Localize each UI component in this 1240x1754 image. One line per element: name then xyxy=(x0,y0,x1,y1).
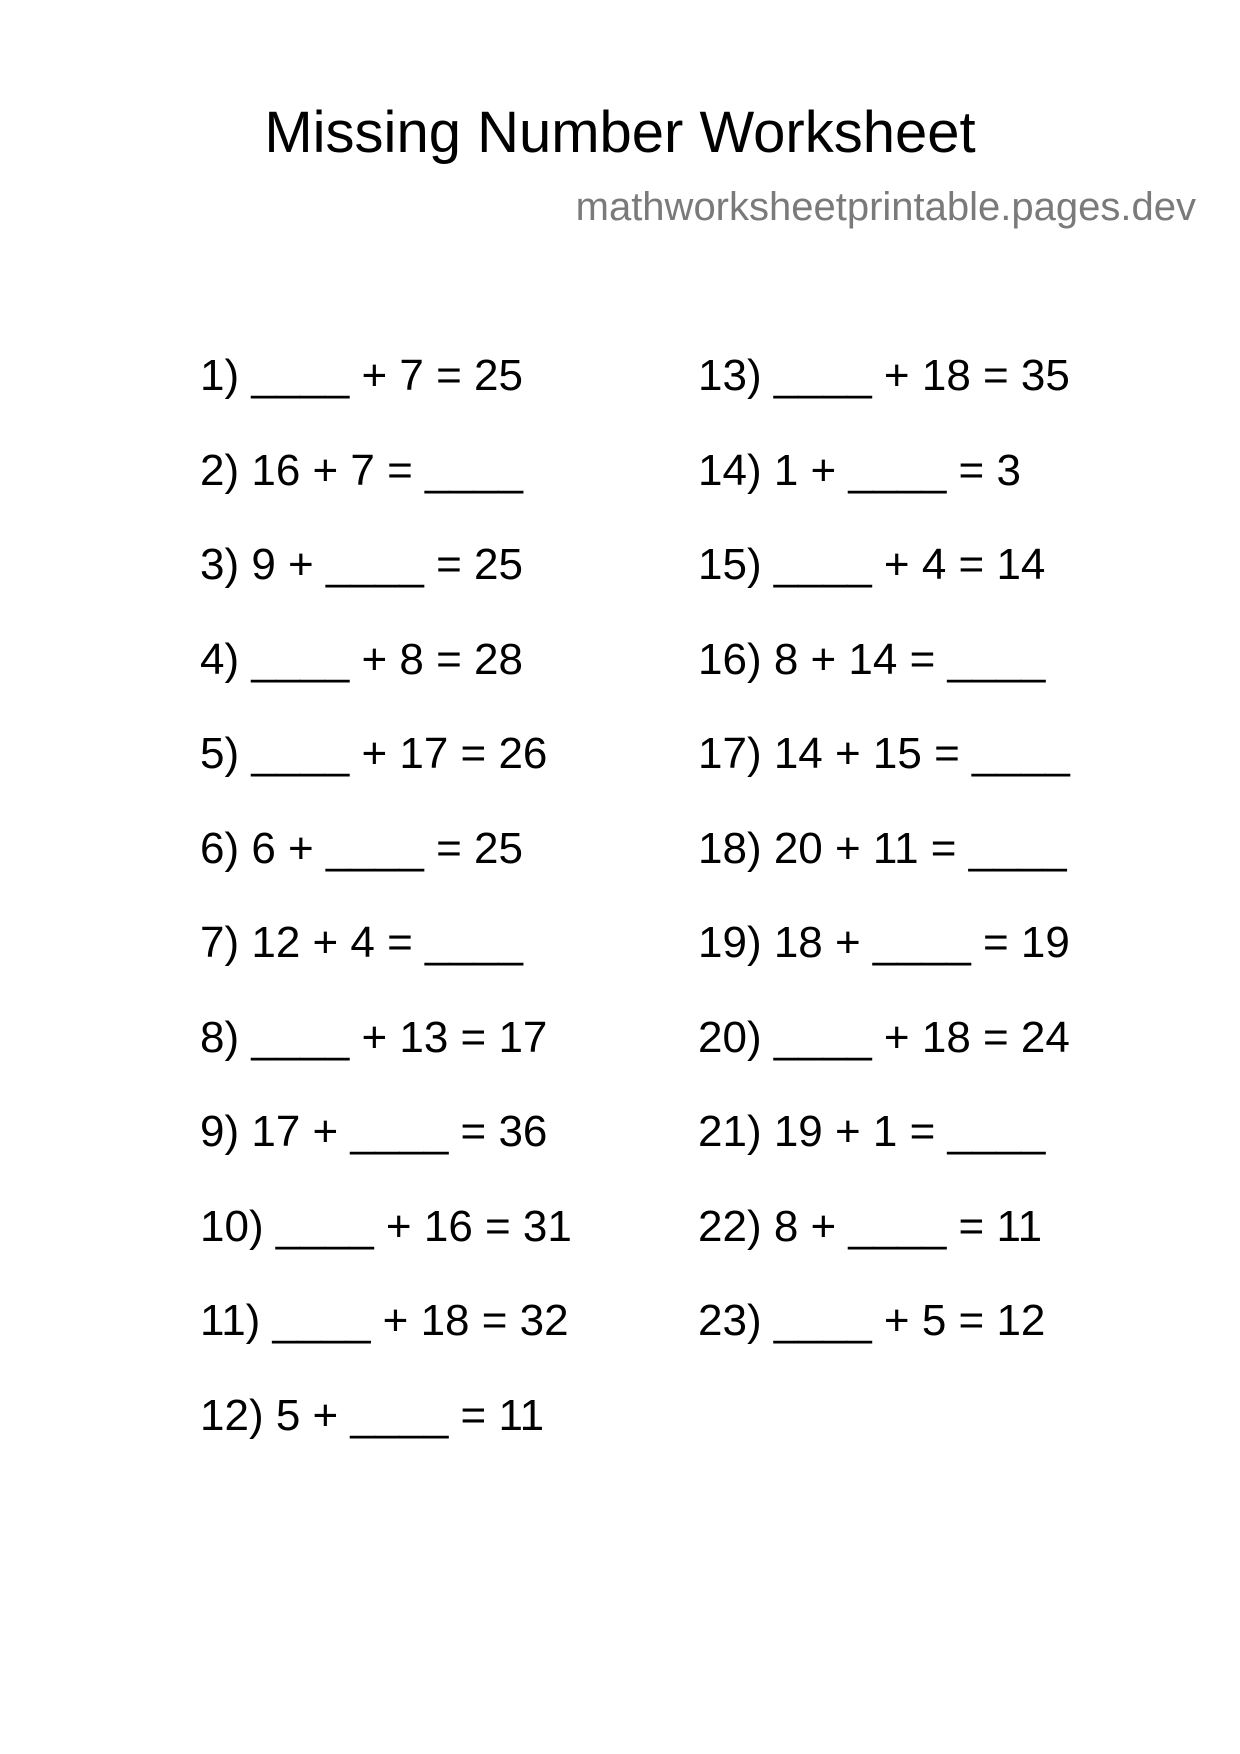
problem-column-right xyxy=(698,350,1070,1390)
problem-item: 8) ____ + 13 = 17 xyxy=(200,1012,548,1062)
problem-item: 5) ____ + 17 = 26 xyxy=(200,729,548,778)
problem-item: 12) 5 + ____ = 11 xyxy=(200,1390,545,1440)
source-url: mathworksheetprintable.pages.dev xyxy=(575,185,1196,229)
problem-item: 10) ____ + 16 = 31 xyxy=(200,1201,572,1251)
problem-item: 21) 19 + 1 = ____ xyxy=(698,1107,1046,1156)
problem-item: 11) ____ + 18 = 32 xyxy=(200,1296,569,1345)
problem-item: 6) 6 + ____ = 25 xyxy=(200,823,523,873)
worksheet-title: Missing Number Worksheet xyxy=(264,100,976,165)
problem-item: 7) 12 + 4 = ____ xyxy=(200,918,523,967)
problem-item: 9) 17 + ____ = 36 xyxy=(200,1107,548,1156)
problem-item: 18) 20 + 11 = ____ xyxy=(698,823,1067,873)
problem-item: 17) 14 + 15 = ____ xyxy=(698,729,1070,778)
problem-column-left xyxy=(200,350,572,1484)
problem-item: 13) ____ + 18 = 35 xyxy=(698,351,1070,400)
problem-item: 14) 1 + ____ = 3 xyxy=(698,445,1021,495)
problem-item: 15) ____ + 4 = 14 xyxy=(698,540,1046,589)
problem-item: 23) ____ + 5 = 12 xyxy=(698,1296,1046,1345)
problem-item: 19) 18 + ____ = 19 xyxy=(698,918,1070,967)
problem-item: 1) ____ + 7 = 25 xyxy=(200,351,523,400)
problem-item: 22) 8 + ____ = 11 xyxy=(698,1201,1043,1251)
problem-item: 2) 16 + 7 = ____ xyxy=(200,445,523,495)
problem-item: 16) 8 + 14 = ____ xyxy=(698,634,1046,684)
problem-item: 4) ____ + 8 = 28 xyxy=(200,634,523,684)
problem-item: 20) ____ + 18 = 24 xyxy=(698,1012,1070,1062)
problem-item: 3) 9 + ____ = 25 xyxy=(200,540,523,589)
